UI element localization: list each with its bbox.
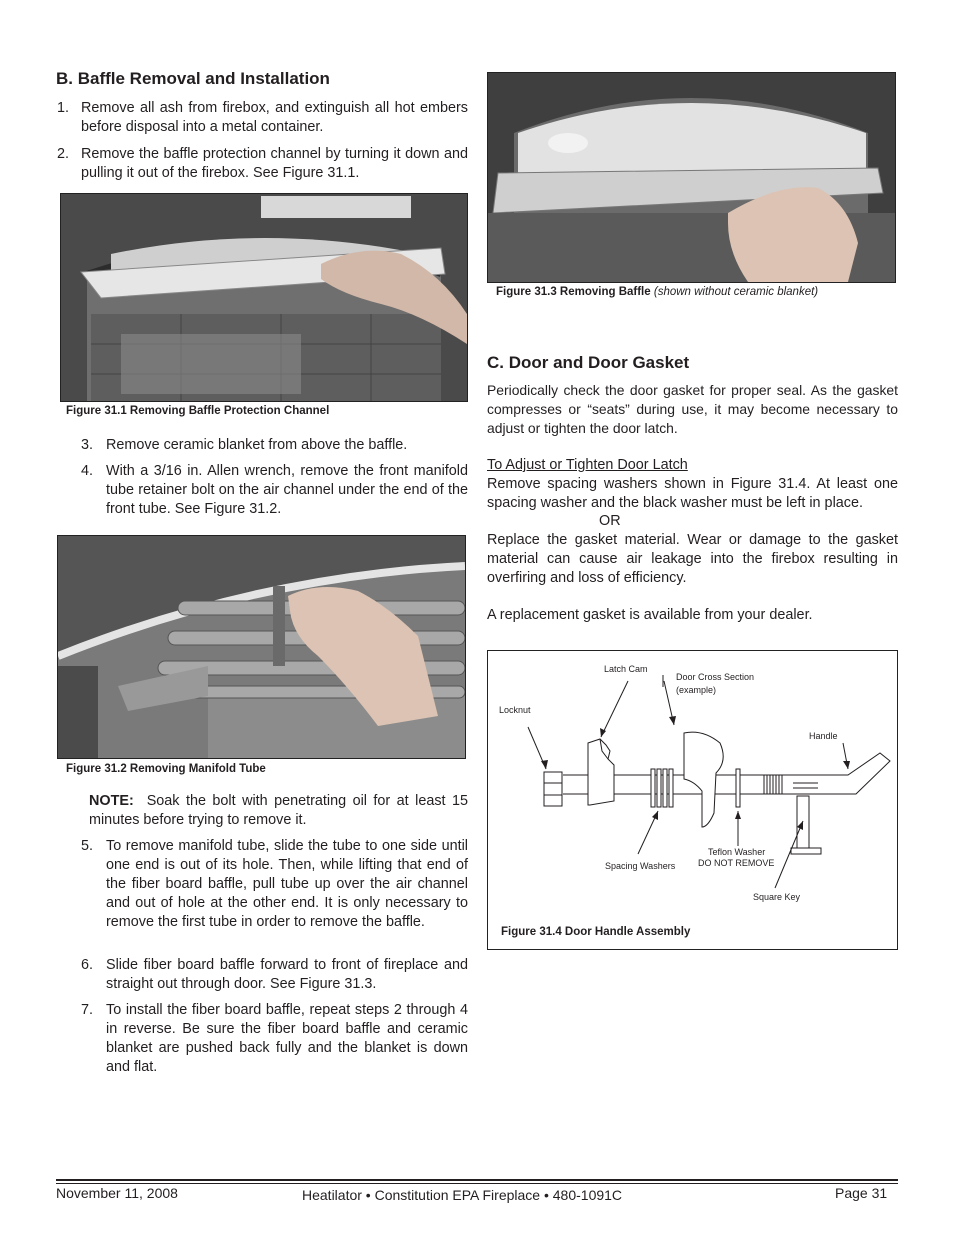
footer-date: November 11, 2008 (56, 1185, 178, 1201)
figure-31-4-diagram (487, 650, 898, 950)
section-c-heading: C. Door and Door Gasket (487, 353, 690, 372)
label-door-cross-section: Door Cross Section (676, 672, 755, 682)
label-spacing-washers: Spacing Washers (605, 861, 676, 871)
footer-page-number: Page 31 (835, 1185, 888, 1201)
section-b-heading: B. Baffle Removal and Installation (56, 69, 330, 88)
adjust-latch-subheading: To Adjust or Tighten Door Latch (487, 457, 688, 473)
step-text: Remove all ash from firebox, and extinguish all hot embers before disposal into a metal container. (81, 100, 468, 135)
footer-title: Heatilator • Constitution EPA Fireplace • 480-1091C (302, 1187, 623, 1203)
label-door-cross-section-example: (example) (676, 685, 717, 695)
step-text: Slide fiber board baffle forward to front of fireplace and straight out through door. See Figure 31.3. (106, 957, 468, 992)
note-label: NOTE: (89, 793, 134, 809)
figure-31-3-photo (487, 72, 896, 283)
figure-31-2-photo (57, 535, 466, 759)
step-text: Remove ceramic blanket from above the baffle. (106, 437, 408, 453)
step-number: 4. (81, 463, 94, 479)
step-number: 2. (57, 146, 70, 162)
label-latch-cam: Latch Cam (604, 664, 648, 674)
section-c-intro: Periodically check the door gasket for proper seal. As the gasket compresses or “seats” during use, it may become necessary to adjust or tighten the door latch. (487, 382, 898, 436)
label-locknut: Locknut (499, 705, 531, 715)
adjust-latch-para: Remove spacing washers shown in Figure 31.4. At least one spacing washer and the black washer must be left in place. (487, 476, 898, 511)
step-number: 3. (81, 437, 94, 453)
step-number: 6. (81, 957, 94, 973)
figure-31-3-caption-bold: Figure 31.3 Removing Baffle (496, 286, 651, 298)
label-do-not-remove: DO NOT REMOVE (698, 858, 775, 868)
or-text: OR (599, 513, 621, 529)
figure-31-4-caption: Figure 31.4 Door Handle Assembly (501, 926, 691, 938)
step-text: To remove manifold tube, slide the tube to one side until one end is out of its hole. Then, while lifting that end of the fiber board baffle, pull tube up over the air channel and out of hole at the other end. It is only necessary to remove the first tube in order to remove the baffle. (106, 838, 468, 930)
dealer-para: A replacement gasket is available from your dealer. (487, 607, 813, 623)
label-handle: Handle (809, 731, 838, 741)
figure-31-1-caption: Figure 31.1 Removing Baffle Protection Channel (66, 405, 330, 417)
footer-rule-thin (56, 1183, 898, 1184)
label-square-key: Square Key (753, 892, 801, 902)
figure-31-1-photo (60, 193, 468, 402)
note-text: Soak the bolt with penetrating oil for at least 15 minutes before trying to remove it. (89, 793, 468, 828)
step-text: Remove the baffle protection channel by turning it down and pulling it out of the firebox. See Figure 31.1. (81, 146, 468, 181)
step-text: With a 3/16 in. Allen wrench, remove the front manifold tube retainer bolt on the air channel under the end of the front tube. See Figure 31.2. (106, 463, 468, 517)
step-text: To install the fiber board baffle, repeat steps 2 through 4 in reverse. Be sure the fiber board baffle and ceramic blanket are pushed back fully and the blanket is down and flat. (106, 1002, 468, 1075)
step-number: 5. (81, 838, 94, 854)
step-number: 1. (57, 100, 70, 116)
footer-rule (56, 1179, 898, 1181)
figure-31-2-caption: Figure 31.2 Removing Manifold Tube (66, 763, 266, 775)
figure-31-3-caption (496, 286, 818, 298)
figure-31-3-caption-italic: (shown without ceramic blanket) (653, 286, 819, 298)
label-teflon-washer: Teflon Washer (708, 847, 766, 857)
replace-gasket-para: Replace the gasket material. Wear or damage to the gasket material can cause air leakage into the firebox resulting in overfiring and loss of efficiency. (487, 532, 898, 586)
step-number: 7. (81, 1002, 94, 1018)
